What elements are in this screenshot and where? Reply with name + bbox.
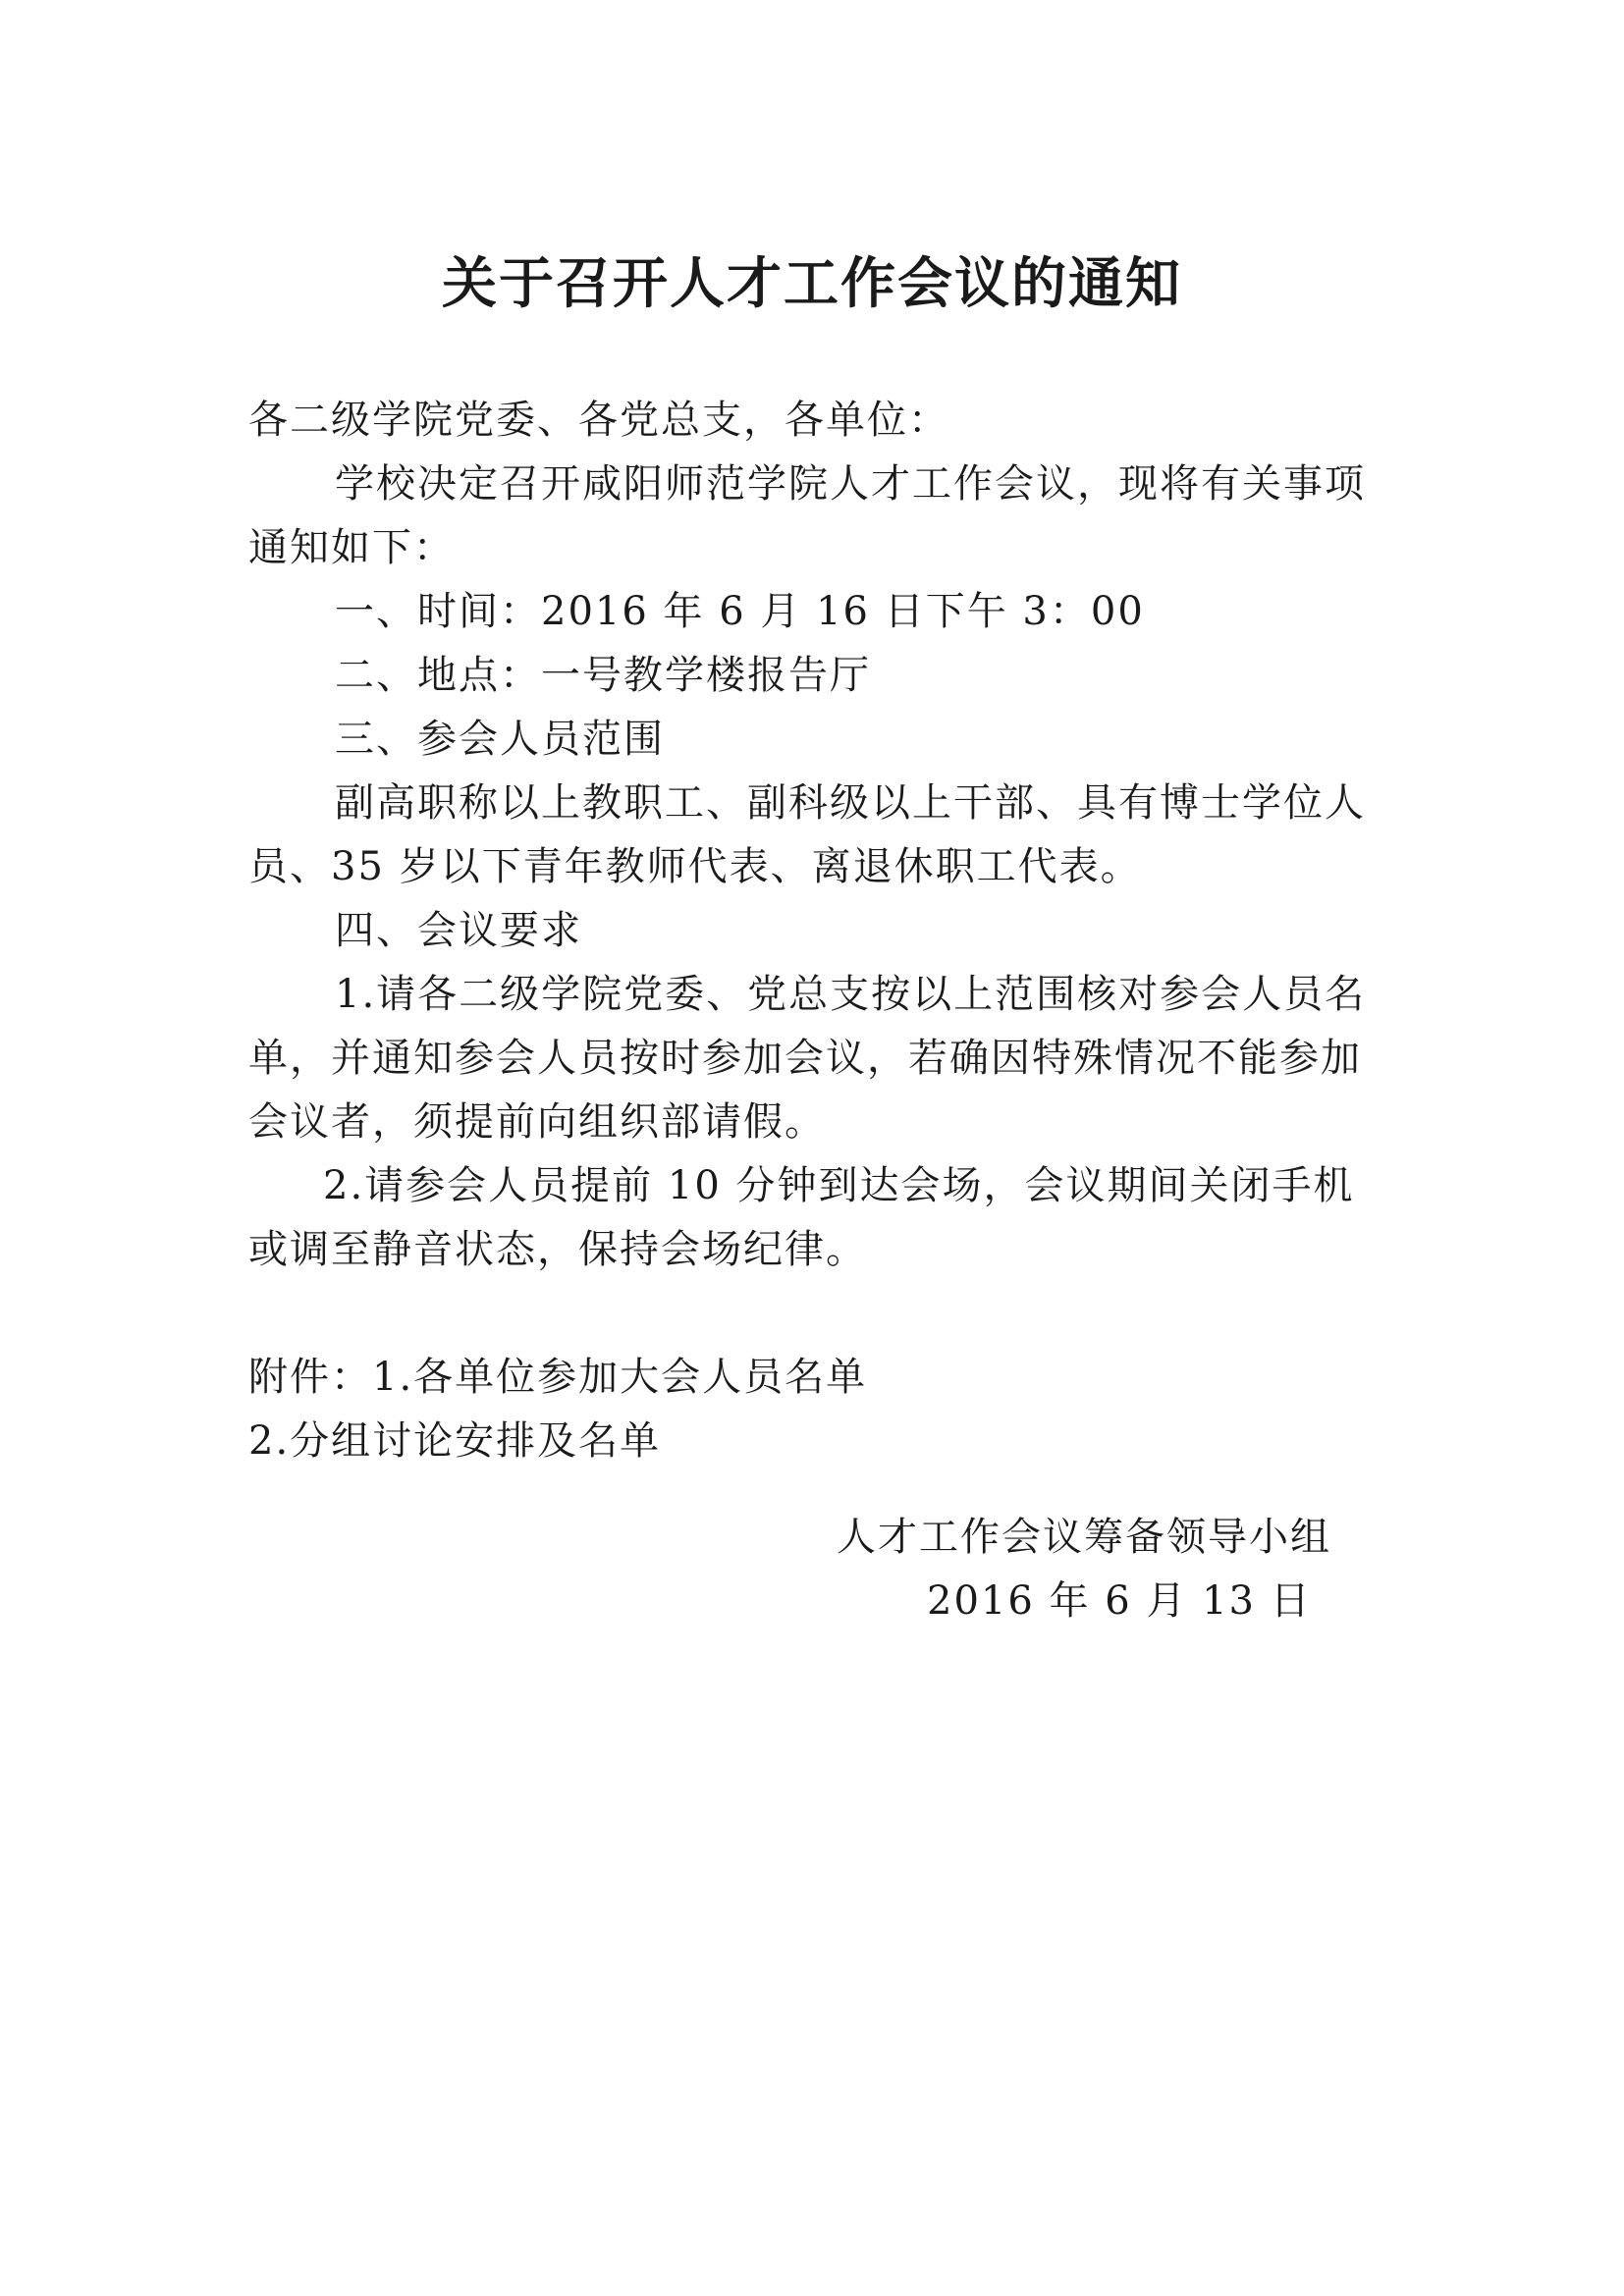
item-time: 一、时间：2016 年 6 月 16 日下午 3：00 xyxy=(335,589,1145,634)
item-scope-heading: 三、参会人员范围 xyxy=(335,717,665,762)
salutation: 各二级学院党委、各党总支，各单位： xyxy=(248,398,949,443)
spacer xyxy=(248,1282,1387,1346)
attachments-line-1: 附件：1.各单位参加大会人员名单 xyxy=(248,1355,868,1400)
attachments-line-2: 2.分组讨论安排及名单 xyxy=(248,1418,662,1464)
item-scope-text: 副高职称以上教职工、副科级以上干部、具有博士学位人员、35 岁以下青年教师代表、离退休职工代表。 xyxy=(248,780,1366,889)
document-title: 关于召开人才工作会议的通知 xyxy=(442,252,1182,316)
signature-date: 2016 年 6 月 13 日 xyxy=(927,1578,1312,1624)
signature-org: 人才工作会议筹备领导小组 xyxy=(837,1515,1331,1560)
item-place: 二、地点：一号教学楼报告厅 xyxy=(335,653,871,698)
document-body xyxy=(248,389,1387,1473)
requirement-1: 1.请各二级学院党委、党总支按以上范围核对参会人员名单，并通知参会人员按时参加会议，若确因特殊情况不能参加会议者，须提前向组织部请假。 xyxy=(248,972,1367,1145)
intro-paragraph: 学校决定召开咸阳师范学院人才工作会议，现将有关事项通知如下： xyxy=(248,461,1366,570)
item-requirements-heading: 四、会议要求 xyxy=(335,908,582,953)
requirement-2: 2.请参会人员提前 10 分钟到达会场，会议期间关闭手机或调至静音状态，保持会场纪律。 xyxy=(248,1163,1355,1272)
